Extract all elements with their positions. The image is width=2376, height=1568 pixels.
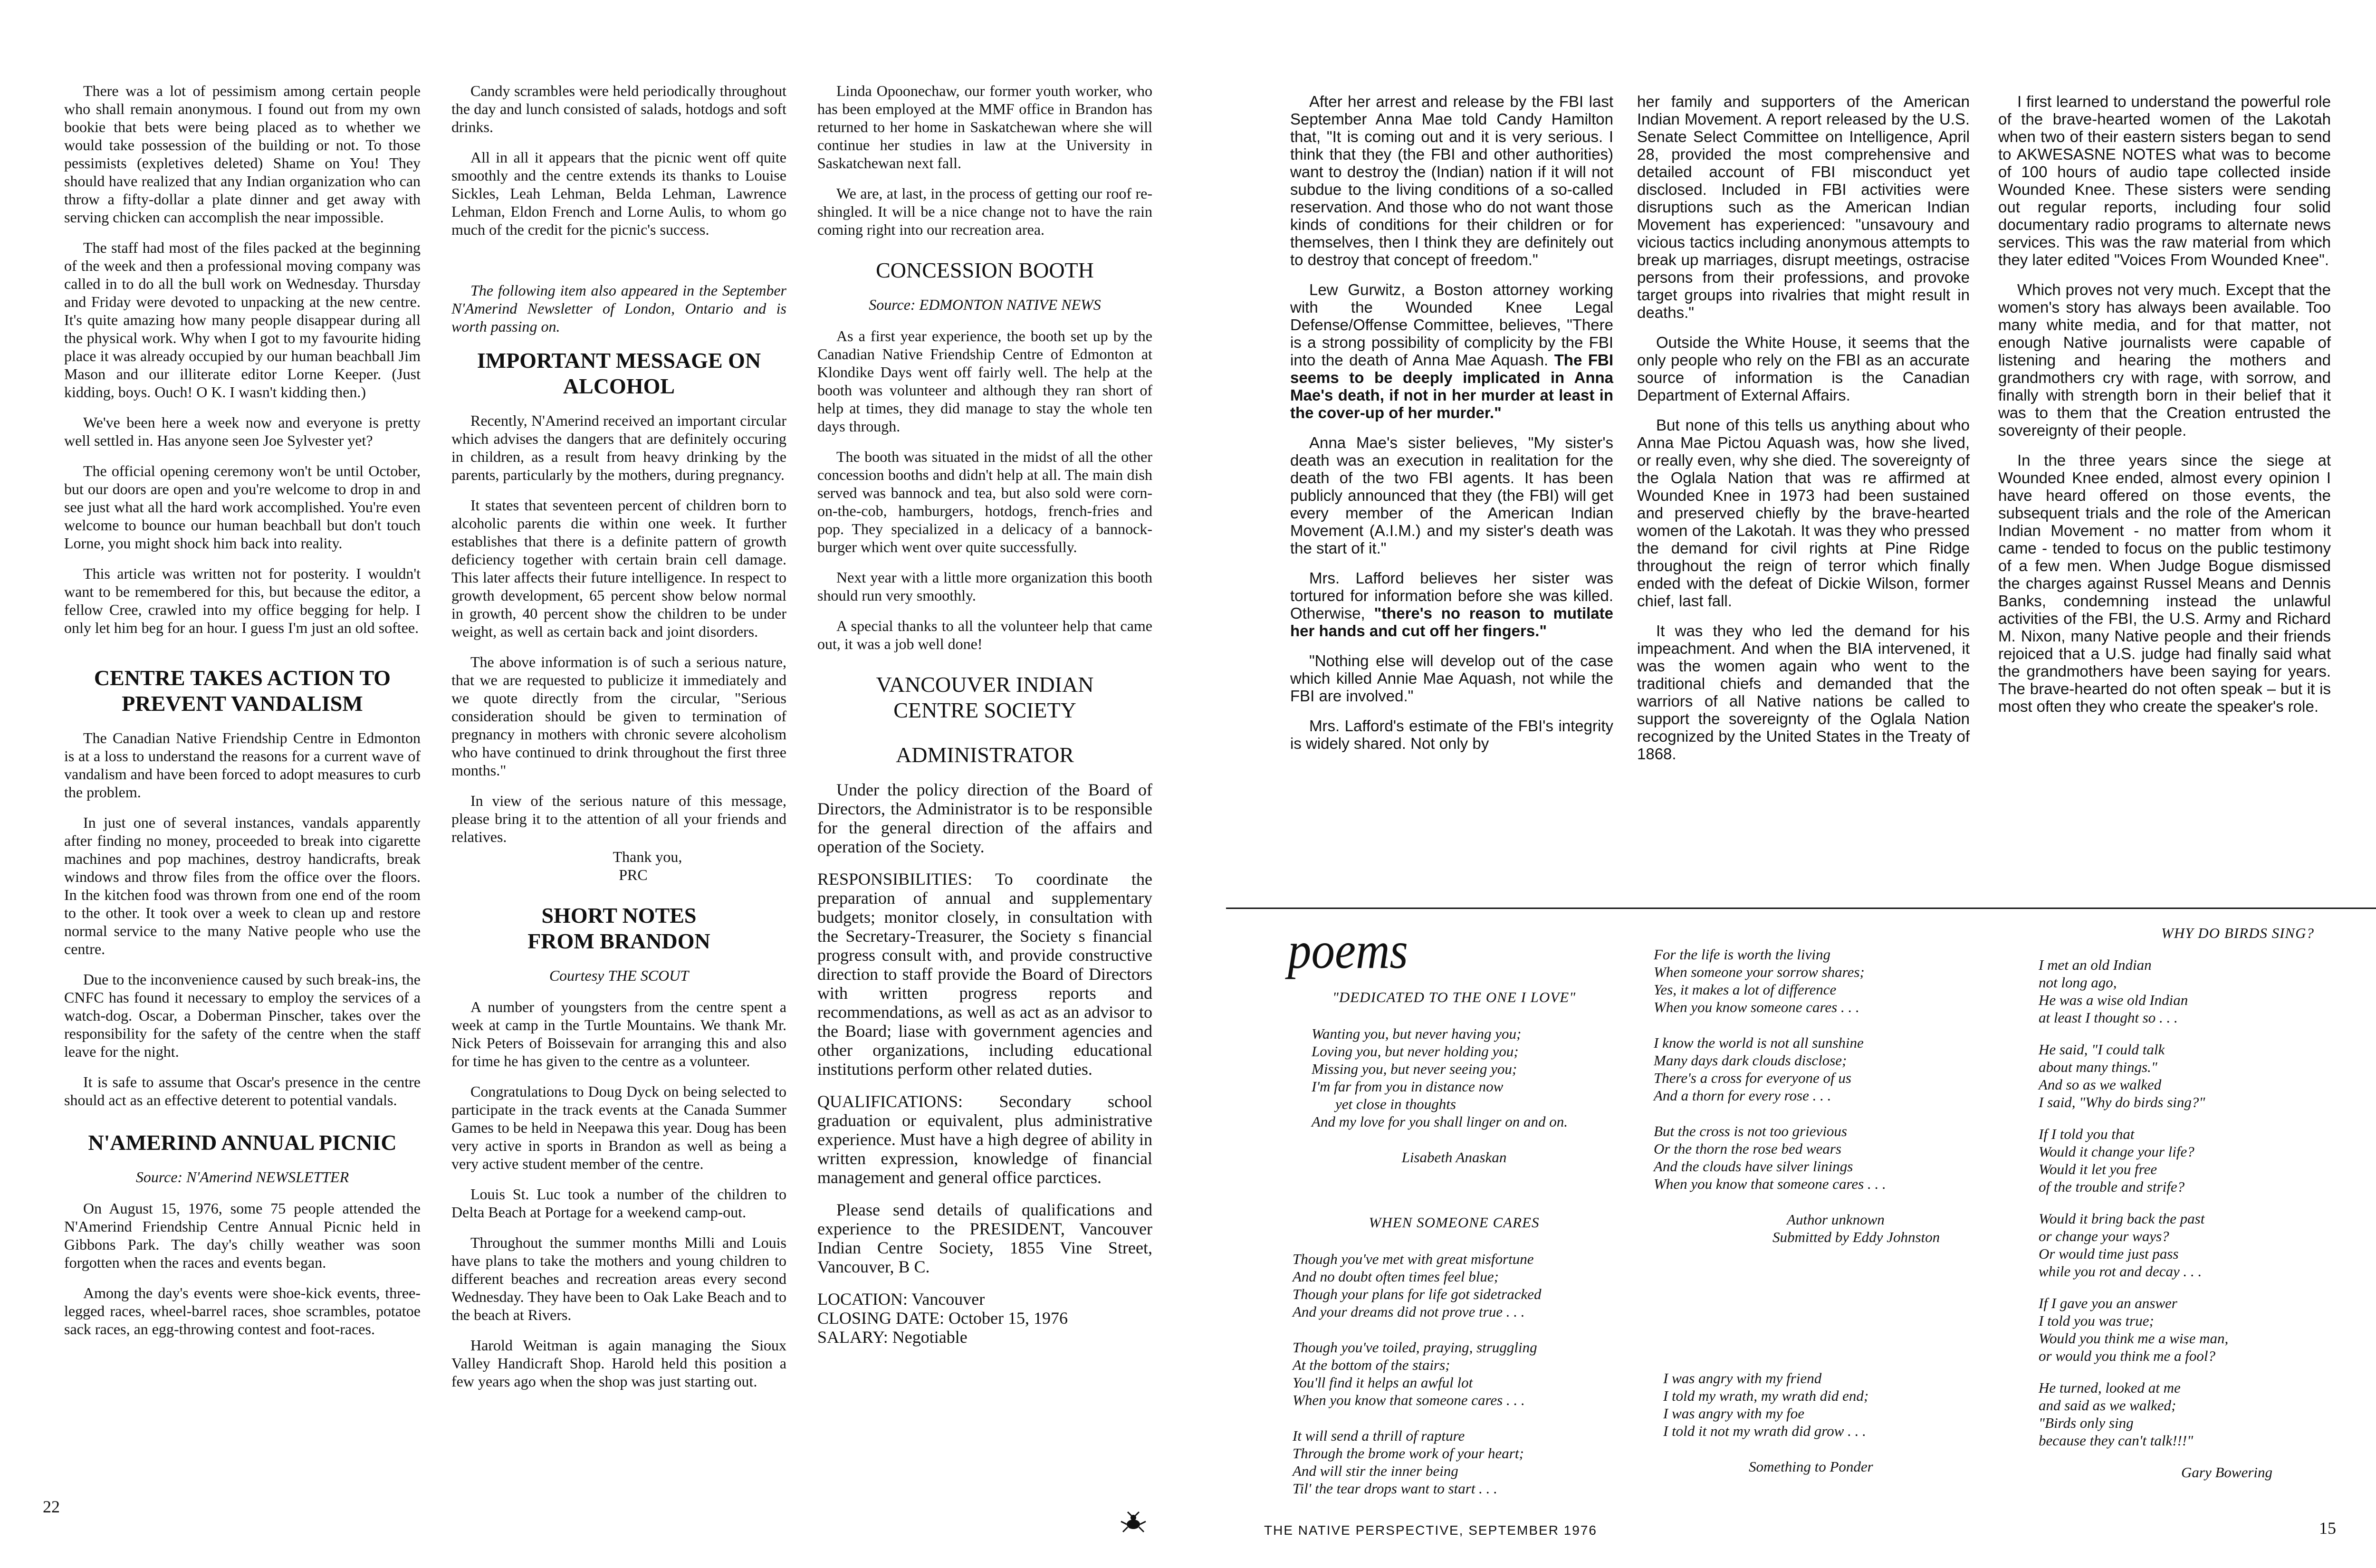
picnic-source: Source: N'Amerind NEWSLETTER [135, 1168, 349, 1186]
poem-line: because they can't talk!!!" [2039, 1432, 2194, 1449]
poem-line: Wanting you, but never having you; [1312, 1025, 1522, 1042]
poem-line: Would it bring back the past [2039, 1210, 2205, 1227]
paragraph: In the three years since the siege at Wounded Knee ended, almost every opinion I have heard offered on those events, the subsequent trials and the role of the American Indian Movement - no matter from whom it came - tended to focus on the public testimony of a few men. When Judge Bogue dismissed the charges against Russel Means and Dennis Banks, condemning instead the unlawful activities of the FBI, the U.S. Army and Richard M. Nixon, many Native people and their friends rejoiced that a U.S. judge had finally said what the grandmothers have been saying for years. The brave-hearted do not often speak – but it is most often they who create the speaker's role. [1998, 451, 2331, 715]
poem-line: Would you think me a wise man, [2039, 1330, 2229, 1347]
left-page-number: 22 [43, 1497, 60, 1516]
paragraph: This article was written not for posterity. I wouldn't want to be remembered for this, but because the editor, a fellow Cree, crawled into my office begging for help. I only let him beg for an hour. I guess I'm just an old softee. [64, 565, 421, 636]
paragraph: We are, at last, in the process of getting our roof re-shingled. It will be a nice change not to have the rain coming right into our recreation area. [817, 185, 1152, 238]
poem-stanza [2039, 1041, 2333, 1111]
poem-line: And a thorn for every rose . . . [1654, 1087, 1831, 1104]
paragraph: Harold Weitman is again managing the Sioux Valley Handicraft Shop. Harold held this position a few years ago when the shop was just starting out. [451, 1337, 786, 1390]
poem-stanza [1283, 1025, 1625, 1130]
poem-line: Would it let you free [2039, 1161, 2157, 1177]
booth-source: Source: EDMONTON NATIVE NEWS [869, 296, 1101, 313]
poem-line: about many things." [2039, 1059, 2157, 1075]
poem-author: Lisabeth Anaskan [1401, 1149, 1507, 1166]
poem-title: WHY DO BIRDS SING? [2161, 925, 2314, 941]
poem-line: or change your ways? [2039, 1228, 2169, 1244]
poem-line: yet close in thoughts [1335, 1096, 1456, 1112]
poem-column-3 [2039, 924, 2333, 1481]
poem-line: Til' the tear drops want to start . . . [1293, 1480, 1497, 1497]
poem-line: I told you was true; [2039, 1312, 2154, 1329]
paragraph [1290, 569, 1613, 640]
poem-line: There's a cross for everyone of us [1654, 1070, 1851, 1086]
section-divider [1226, 908, 2376, 909]
picnic-headline: N'AMERIND ANNUAL PICNIC [88, 1130, 397, 1155]
poem-line: If I gave you an answer [2039, 1295, 2177, 1311]
paragraph: A number of youngsters from the centre spent a week at camp in the Turtle Mountains. We thank Mr. Nick Peters of Boissevain for arranging this and also for time he has given to the centre as a volunteer. [451, 998, 786, 1070]
poem-line: When you know that someone cares . . . [1654, 1176, 1886, 1192]
bold-quote: "there's no reason to mutilate her hands and cut off her fingers." [1290, 604, 1614, 640]
paragraph: It was they who led the demand for his impeachment. And when the BIA intervened, it was the women again who went to the traditional chiefs and demanded that the warriors of all Native nations be called to support the sovereignty of the Oglala Nation recognized by the United States in the Treaty of 1868. [1637, 622, 1970, 763]
intro-article [64, 82, 421, 637]
paragraph: The Canadian Native Friendship Centre in Edmonton is at a loss to understand the reasons for a current wave of vandalism and have been forced to adopt measures to curb the problem. [64, 729, 421, 801]
paragraph: Which proves not very much. Except that the women's story has always been available. Too many white media, and for that matter, not enough Native journalists were capable of listening and hearing the mothers and grandmothers cry with rage, with sorrow, and finally with strength born in their belief that it was to them that the Creation entrusted the sovereignty of their people. [1998, 281, 2331, 439]
vandalism-headline: CENTRE TAKES ACTION TO PREVENT VANDALISM [94, 666, 391, 716]
admin-intro: Under the policy direction of the Board of Directors, the Administrator is to be responsible for the general direction of the affairs and operation of the Society. [817, 780, 1152, 856]
poem-line: I told my wrath, my wrath did end; [1663, 1387, 1869, 1404]
poem-line: "Birds only sing [2039, 1415, 2134, 1431]
administrator-headline: ADMINISTRATOR [896, 743, 1074, 767]
poem-line: He said, "I could talk [2039, 1041, 2165, 1058]
poem-line: And my love for you shall linger on and on. [1312, 1113, 1568, 1130]
poem-line: Though you've toiled, praying, struggling [1293, 1339, 1537, 1356]
paragraph: As a first year experience, the booth set up by the Canadian Native Friendship Centre of Edmonton at Klondike Days went off fairly well. The help at the booth was volunteer and although they ran short of help at times, they did manage to stay the whole ten days through. [817, 327, 1152, 435]
signoff-thanks: Thank you, [613, 848, 682, 865]
paragraph: Throughout the summer months Milli and Louis have plans to take the mothers and young children to different beaches and recreation areas every second Wednesday. They have been to Oak Lake Beach and to the beach at Rivers. [451, 1234, 786, 1323]
poem-stanza [1654, 946, 1986, 1016]
paragraph: The staff had most of the files packed at the beginning of the week and then a professional moving company was called in to do all the bull work on Wednesday. Thursday and Friday were devoted to unpacking at the new centre. It's quite amazing how many people disappear during all the physical work. Why when I got to my favourite hiding place it was already occupied by our human beachball Jim Mason and our illiterate editor Lorne Keeper. (Just kidding, boys. Ouch! O K. I wasn't kidding then.) [64, 239, 421, 401]
poem-line: or would you think me a fool? [2039, 1348, 2215, 1364]
left-column-3 [817, 82, 1152, 1347]
right-column-2 [1637, 93, 1970, 775]
paragraph: It is safe to assume that Oscar's presence in the centre should act as an effective deterent to potential vandals. [64, 1073, 421, 1109]
poem-line: not long ago, [2039, 974, 2117, 991]
poem-stanza [1654, 1034, 1986, 1104]
poem-line: of the trouble and strife? [2039, 1178, 2185, 1195]
paragraph: All in all it appears that the picnic went off quite smoothly and the centre extends its thanks to Louise Sickles, Leah Lehman, Belda Lehman, Lawrence Lehman, Eldon French and Lorne Aulis, to whom go much of the credit for the picnic's success. [451, 149, 786, 238]
paragraph: Congratulations to Doug Dyck on being selected to participate in the track events at the Canada Summer Games to be held in Neepawa this year. Doug has been very active in sports in Brandon as well as being a very active student member of the centre. [451, 1083, 786, 1172]
paragraph: The booth was situated in the midst of all the other concession booths and didn't help at all. The main dish served was bannock and tea, but also sold were corn-on-the-cob, hamburgers, hotdogs, french-fries and pop. They specialized in a delicacy of a bannock-burger which went over quite successfully. [817, 448, 1152, 555]
left-column-2 [451, 82, 786, 1403]
poem-line: Or the thorn the rose bed wears [1654, 1140, 1841, 1157]
poem-line: He turned, looked at me [2039, 1379, 2181, 1396]
paragraph-text: Mrs. Lafford believes her sister was tortured for information before she was killed. Otherwise, [1290, 569, 1613, 622]
right-page-number: 15 [2319, 1519, 2336, 1538]
poem-line: And so as we walked [2039, 1076, 2162, 1093]
poem-line: Though you've met with great misfortune [1293, 1251, 1534, 1267]
paragraph [1290, 281, 1613, 421]
poem-line: When someone your sorrow shares; [1654, 964, 1865, 980]
poem-stanza [1654, 1122, 1986, 1193]
poem-line: When you know someone cares . . . [1654, 999, 1859, 1015]
poem-line: I'm far from you in distance now [1312, 1078, 1504, 1095]
brandon-source: Courtesy THE SCOUT [549, 967, 689, 984]
right-column-3 [1998, 93, 2331, 727]
poem-stanza [2039, 1210, 2333, 1280]
poem-line: And no doubt often times feel blue; [1293, 1268, 1499, 1285]
poem-stanza [2039, 1125, 2333, 1195]
poem-line: He was a wise old Indian [2039, 992, 2188, 1008]
poem-stanza [1283, 1250, 1625, 1320]
poem-column-2 [1654, 946, 1986, 1475]
apply-instructions: Please send details of qualifications and experience to the PRESIDENT, Vancouver Indian Centre Society, 1855 Vine Street, Vancouver, B C. [817, 1200, 1152, 1276]
poem-stanza [1283, 1339, 1625, 1409]
poem-title: WHEN SOMEONE CARES [1369, 1214, 1540, 1231]
poem-stanza [1654, 1369, 1986, 1440]
poem-line: I was angry with my friend [1663, 1370, 1822, 1386]
paragraph: I first learned to understand the powerful role of the brave-hearted women of the Lakotah when two of their eastern sisters began to send to AKWESASNE NOTES what was to become of 100 hours of audio tape collected inside Wounded Knee. These sisters were sending out regular reports, including four solid documentary radio programs to alternate news services. This was the raw material from which they later edited "Voices From Wounded Knee". [1998, 93, 2331, 268]
paragraph: Recently, N'Amerind received an important circular which advises the dangers that are definitely occuring in children, as a result from heavy drinking by the parents, particularly by the mothers, during pregnancy. [451, 412, 786, 483]
poem-author: Something to Ponder [1749, 1458, 1873, 1475]
poem-line: You'll find it helps an awful lot [1293, 1374, 1473, 1391]
poem-line: If I told you that [2039, 1126, 2135, 1142]
poem-line: Or would time just pass [2039, 1245, 2179, 1262]
paragraph: "Nothing else will develop out of the case which killed Annie Mae Aquash, not while the FBI are involved." [1290, 652, 1613, 705]
poem-line: Missing you, but never seeing you; [1312, 1061, 1517, 1077]
closing-date: CLOSING DATE: October 15, 1976 [817, 1309, 1068, 1328]
poem-stanza [2039, 1294, 2333, 1365]
poem-line: And will stir the inner being [1293, 1463, 1458, 1479]
paragraph: Among the day's events were shoe-kick events, three-legged races, wheel-barrel races, shoe scrambles, potatoe sack races, an egg-throwing contest and foot-races. [64, 1284, 421, 1338]
right-column-1 [1290, 93, 1613, 765]
poem-line: And the clouds have silver linings [1654, 1158, 1853, 1175]
poem-line: I know the world is not all sunshine [1654, 1034, 1864, 1051]
poem-line: Though your plans for life got sidetracked [1293, 1286, 1542, 1302]
insect-ornament-icon [1119, 1511, 1148, 1535]
poem-line: At the bottom of the stairs; [1293, 1357, 1450, 1373]
paragraph-text: Lew Gurwitz, a Boston attorney working with the Wounded Knee Legal Defense/Offense Committee, believes, "There is a strong possibility of complicity by the FBI into the death of Anna Mae Aquash. [1290, 281, 1613, 369]
signoff-signature: PRC [619, 866, 648, 883]
booth-headline: CONCESSION BOOTH [876, 258, 1094, 282]
poem-line: Through the brome work of your heart; [1293, 1445, 1524, 1462]
salary: SALARY: Negotiable [817, 1328, 968, 1347]
paragraph: It states that seventeen percent of children born to alcoholic parents die within one week. It further establishes that there is a definite pattern of growth deficiency together with certain brain cell damage. This later affects their future intelligence. In respect to growth development, 65 percent show below normal in growth, 40 percent show the children to be under weight, as well as certain back and joint disorders. [451, 497, 786, 640]
brandon-headline: SHORT NOTES FROM BRANDON [527, 903, 710, 953]
paragraph: Outside the White House, it seems that the only people who rely on the FBI as an accurate source of information is the Canadian Department of External Affairs. [1637, 334, 1970, 404]
paragraph: After her arrest and release by the FBI last September Anna Mae told Candy Hamilton that, "It is coming out and it is very serious. I think that they (the FBI and other authorities) want to destroy the (Indian) nation if it will not subdue to the living conditions of a so-called reservation. And those who do not want those kinds of conditions for their children or for themselves, then I think they are definitely out to destroy that concept of freedom." [1290, 93, 1613, 268]
vic-headline: VANCOUVER INDIAN CENTRE SOCIETY [876, 672, 1094, 722]
poem-line: and said as we walked; [2039, 1397, 2176, 1414]
paragraph: We've been here a week now and everyone is pretty well settled in. Has anyone seen Joe Sylvester yet? [64, 414, 421, 449]
poem-stanza [2039, 956, 2333, 1026]
poem-line: Yes, it makes a lot of difference [1654, 981, 1837, 998]
paragraph: Louis St. Luc took a number of the children to Delta Beach at Portage for a weekend camp-out. [451, 1186, 786, 1221]
poem-column-1 [1283, 988, 1625, 1515]
poem-line: at least I thought so . . . [2039, 1009, 2178, 1026]
magazine-footer: THE NATIVE PERSPECTIVE, SEPTEMBER 1976 [1264, 1523, 1597, 1538]
poem-line: Loving you, but never holding you; [1312, 1043, 1519, 1060]
location: LOCATION: Vancouver [817, 1290, 985, 1309]
paragraph: Mrs. Lafford's estimate of the FBI's integrity is widely shared. Not only by [1290, 717, 1613, 752]
qualifications: QUALIFICATIONS: Secondary school graduation or equivalent, plus administrative experience. Must have a high degree of ability in written expression, knowledge of financial management and general office parctices. [817, 1092, 1152, 1187]
paragraph: On August 15, 1976, some 75 people attended the N'Amerind Friendship Centre Annual Picnic held in Gibbons Park. The day's chilly weather was soon forgotten when the races and events began. [64, 1200, 421, 1271]
paragraph: Next year with a little more organization this booth should run very smoothly. [817, 569, 1152, 604]
poem-line: And your dreams did not prove true . . . [1293, 1303, 1525, 1320]
poem-line: I met an old Indian [2039, 956, 2152, 973]
poem-line: But the cross is not too grievious [1654, 1123, 1847, 1139]
left-column-1 [64, 82, 421, 1350]
poem-line: while you rot and decay . . . [2039, 1263, 2202, 1280]
poem-author: Gary Bowering [2181, 1464, 2273, 1481]
paragraph: The above information is of such a serious nature, that we are requested to publicize it immediately and we quote directly from the circular, "Serious consideration should be given to termination of pregnancy in mothers with chronic severe alcoholism who have continued to drink throughout the first three months." [451, 653, 786, 779]
paragraph: The official opening ceremony won't be until October, but our doors are open and you're welcome to drop in and see just what all the hard work accomplished. You're even welcome to bounce our human beachball but don't touch Lorne, you might shock him back into reality. [64, 462, 421, 552]
poem-line: For the life is worth the living [1654, 946, 1830, 963]
reprint-note: The following item also appeared in the September N'Amerind Newsletter of London, Ontario and is worth passing on. [451, 282, 786, 335]
poem-line: I told it not my wrath did grow . . . [1663, 1423, 1866, 1439]
paragraph: Linda Opoonechaw, our former youth worker, who has been employed at the MMF office in Brandon has returned to her home in Saskatchewan where she will continue her studies in law at the University in Saskatchewan next fall. [817, 82, 1152, 172]
poem-stanza [2039, 1379, 2333, 1449]
paragraph: But none of this tells us anything about who Anna Mae Pictou Aquash was, how she lived, or really even, why she died. The sovereignty of the Oglala Nation that was re affirmed at Wounded Knee in 1973 had been sustained and preserved chiefly by the brave-hearted women of the Lakotah. It was they who pressed the demand for civil rights at Pine Ridge throughout the reign of terror which finally ended with the defeat of Dickie Wilson, former chief, last fall. [1637, 416, 1970, 610]
responsibilities: RESPONSIBILITIES: To coordinate the preparation of annual and supplementary budgets; monitor closely, in consultation with the Secretary-Treasurer, the Society s financial progress consult with, and provide constructive direction to staff provide the Board of Directors with written progress reports and recommendations, as well as act as an advisor to the Board; liase with government agencies and other organizations, including educational institutions perform other related duties. [817, 870, 1152, 1079]
poem-line: I said, "Why do birds sing?" [2039, 1094, 2205, 1110]
poem-title: "DEDICATED TO THE ONE I LOVE" [1332, 989, 1576, 1005]
poems-heading: poems [1288, 921, 1408, 979]
paragraph: In just one of several instances, vandals apparently after finding no money, proceeded to break into cigarette machines and pop machines, destroy handicrafts, break windows and throw files from the office over the floors. In the kitchen food was thrown from one end of the room to the other. It took over a week to clean up and restore normal service to the many Native people who use the centre. [64, 814, 421, 957]
paragraph: There was a lot of pessimism among certain people who shall remain anonymous. I found out from my own bookie that bets were being placed as to whether we would take possession of the building or not. To those pessimists (expletives deleted) Shame on You! They should have realized that any Indian organization who can throw a fifty-dollar a plate dinner and get away with serving chicken can accomplish the near impossible. [64, 82, 421, 226]
poem-line: Would it change your life? [2039, 1143, 2194, 1160]
poem-submitter: Submitted by Eddy Johnston [1772, 1229, 1940, 1245]
paragraph: A special thanks to all the volunteer help that came out, it was a job well done! [817, 617, 1152, 652]
poem-line: When you know that someone cares . . . [1293, 1392, 1525, 1408]
poem-author: Author unknown [1787, 1211, 1885, 1228]
paragraph: Anna Mae's sister believes, "My sister's death was an execution in realitation for the death of the two FBI agents. It has been publicly announced that they (the FBI) will get every member of the American Indian Movement (A.I.M.) and my sister's death was the start of it." [1290, 434, 1613, 557]
poem-line: Many days dark clouds disclose; [1654, 1052, 1847, 1069]
job-posting [817, 780, 1152, 1347]
poem-stanza [1283, 1427, 1625, 1497]
paragraph: In view of the serious nature of this message, please bring it to the attention of all your friends and relatives. [451, 792, 786, 845]
alcohol-headline: IMPORTANT MESSAGE ON ALCOHOL [477, 348, 761, 398]
bold-quote: The FBI seems to be deeply implicated in Anna Mae's death, if not in her murder at least in the cover-up of her murder." [1290, 351, 1613, 421]
paragraph: Due to the inconvenience caused by such break-ins, the CNFC has found it necessary to employ the services of a watch-dog. Oscar, a Doberman Pinscher, takes over the responsibility for the safety of the centre when the staff leave for the night. [64, 971, 421, 1060]
paragraph: her family and supporters of the American Indian Movement. A report released by the U.S. Senate Select Committee on Intelligence, April 28, provided the most comprehensive and detailed account of FBI misconduct yet disclosed. Included in FBI activities were disruptions such as the American Indian Movement has experienced: "unsavoury and vicious tactics including anonymous attempts to break up marriages, disrupt meetings, ostracise persons from their professions, and provoke target groups into rivalries that might result in deaths." [1637, 93, 1970, 321]
poem-line: It will send a thrill of rapture [1293, 1427, 1465, 1444]
poem-line: I was angry with my foe [1663, 1405, 1805, 1422]
paragraph: Candy scrambles were held periodically throughout the day and lunch consisted of salads, hotdogs and soft drinks. [451, 82, 786, 135]
